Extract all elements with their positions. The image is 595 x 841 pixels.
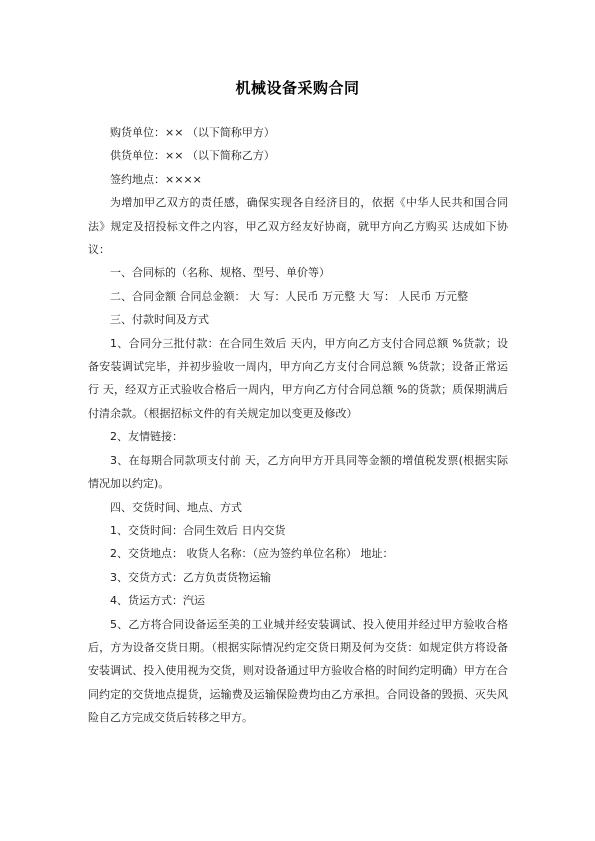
delivery-clause-5: 5、乙方将合同设备运至美的工业城并经安装调试、投入使用并经过甲方验收合格后，方为设备交货日期。（根据实际情况约定交货日期及何为交货：如规定供方将设备安装调试、投入使用视为交货，则对设备通过甲方验收合格的时间约定明确）甲方在合同约定的交货地点提货，运输费及运输保险费均由乙方承担。合同设备的毁损、灭失风险自乙方完成交货后转移之甲方。 bbox=[88, 617, 508, 725]
page-title: 机械设备采购合同 bbox=[235, 79, 360, 97]
delivery-clause-4: 4、货运方式：汽运 bbox=[110, 594, 205, 608]
delivery-clause-2: 2、交货地点： 收货人名称：（应为签约单位名称） 地址： bbox=[110, 547, 394, 561]
section-heading-subject: 一、合同标的（名称、规格、型号、单价等） bbox=[110, 266, 330, 280]
delivery-clause-3: 3、交货方式：乙方负责货物运输 bbox=[110, 570, 271, 584]
payment-clause-3: 3、在每期合同款项支付前 天，乙方向甲方开具同等金额的增值税发票(根据实际情况加以约定)。 bbox=[88, 453, 508, 491]
section-heading-payment: 三、付款时间及方式 bbox=[110, 313, 209, 327]
delivery-clause-1: 1、交货时间：合同生效后 日内交货 bbox=[110, 523, 286, 537]
preamble-paragraph: 为增加甲乙双方的责任感，确保实现各自经济目的，依据《中华人民共和国合同法》规定及招投标文件之内容，甲乙双方经友好协商，就甲方向乙方购买 达成如下协议： bbox=[88, 196, 508, 257]
payment-clause-1: 1、合同分三批付款：在合同生效后 天内，甲方向乙方支付合同总额 %货款；设备安装调试完毕，并初步验收一周内，甲方向乙方支付合同总额 %货款；设备正常运行 天，经双方正式验收合格后一周内，甲方向乙方付合同总额 %的货款；质保期满后付清余款。（根据招标文件的有关规定加以变更及修改） bbox=[88, 336, 508, 420]
signing-location-line: 签约地点：×××× bbox=[110, 172, 202, 186]
seller-line: 供货单位：×× （以下简称乙方） bbox=[110, 149, 275, 163]
payment-clause-2: 2、友情链接： bbox=[110, 430, 183, 444]
section-heading-amount: 二、合同金额 合同总金额： 大 写：人民币 万元整 大 写： 人民币 万元整 bbox=[110, 289, 468, 303]
section-heading-delivery: 四、交货时间、地点、方式 bbox=[110, 500, 242, 514]
document-body bbox=[88, 121, 508, 730]
buyer-line: 购货单位：×× （以下简称甲方） bbox=[110, 126, 275, 139]
